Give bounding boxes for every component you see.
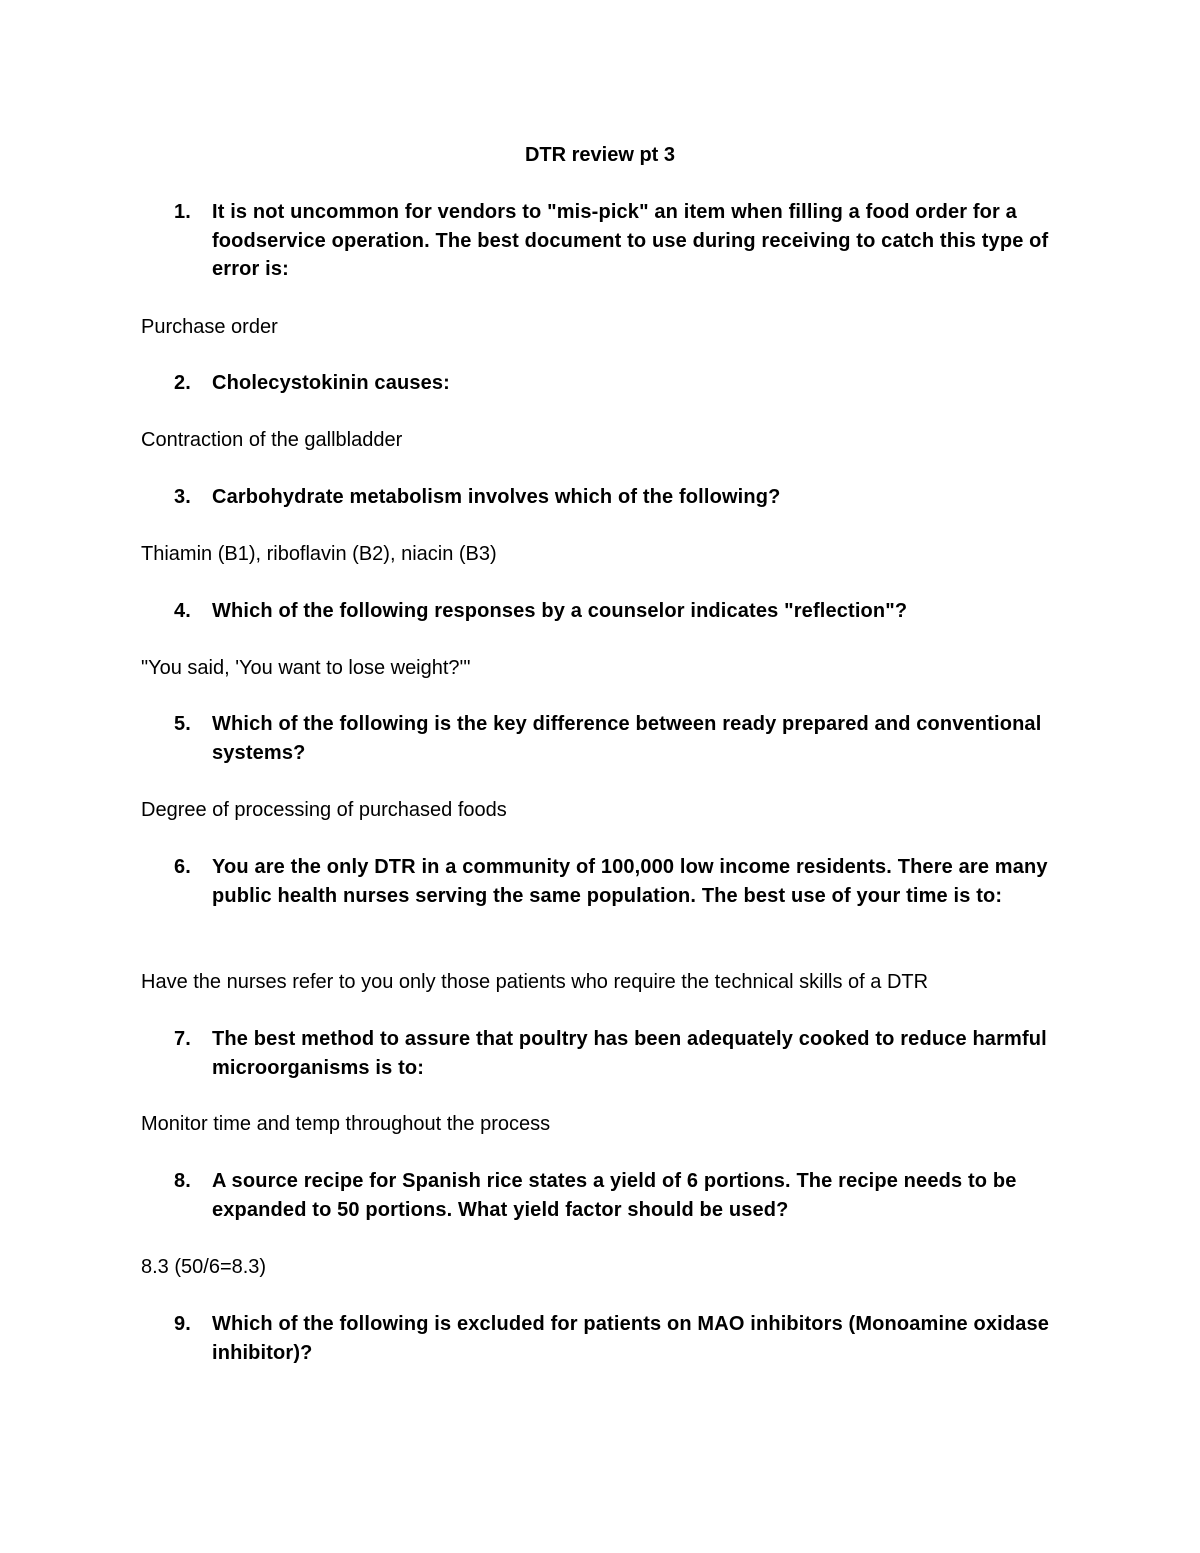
answer-7: Monitor time and temp throughout the process [141, 1113, 551, 1135]
question-number: 3. [174, 486, 191, 508]
question-3 [174, 483, 1074, 512]
question-number: 2. [174, 372, 191, 394]
question-9 [174, 1310, 1074, 1367]
question-1 [174, 198, 1074, 284]
question-7 [174, 1025, 1074, 1082]
answer-4: "You said, 'You want to lose weight?'" [141, 657, 471, 679]
question-text: A source recipe for Spanish rice states a yield of 6 portions. The recipe needs to be expanded to 50 portions. What yield factor should be used? [212, 1170, 1017, 1221]
question-8 [174, 1167, 1074, 1224]
question-text: Cholecystokinin causes: [212, 372, 450, 394]
answer-5: Degree of processing of purchased foods [141, 799, 507, 821]
answer-1: Purchase order [141, 316, 278, 338]
question-number: 6. [174, 856, 191, 878]
answer-3: Thiamin (B1), riboflavin (B2), niacin (B3) [141, 543, 497, 565]
question-text: Which of the following is excluded for patients on MAO inhibitors (Monoamine oxidase inhibitor)? [212, 1313, 1050, 1364]
question-number: 4. [174, 600, 191, 622]
answer-6: Have the nurses refer to you only those patients who require the technical skills of a DTR [141, 971, 929, 993]
question-text: Carbohydrate metabolism involves which of the following? [212, 486, 781, 508]
question-text: The best method to assure that poultry has been adequately cooked to reduce harmful microorganisms is to: [212, 1028, 1047, 1079]
question-4 [174, 597, 1074, 626]
question-text: You are the only DTR in a community of 100,000 low income residents. There are many public health nurses serving the same population. The best use of your time is to: [212, 856, 1048, 907]
question-text: It is not uncommon for vendors to "mis-pick" an item when filling a food order for a foodservice operation. The best document to use during receiving to catch this type of error is: [212, 201, 1049, 280]
question-6 [174, 853, 1074, 910]
question-text: Which of the following responses by a counselor indicates "reflection"? [212, 600, 908, 622]
question-number: 5. [174, 713, 191, 735]
document-title: DTR review pt 3 [524, 144, 676, 166]
answer-2: Contraction of the gallbladder [141, 429, 403, 451]
question-number: 7. [174, 1028, 191, 1050]
question-text: Which of the following is the key difference between ready prepared and conventional systems? [212, 713, 1042, 764]
question-5 [174, 710, 1074, 767]
question-number: 1. [174, 201, 191, 223]
question-number: 8. [174, 1170, 191, 1192]
question-2 [174, 369, 1074, 398]
question-number: 9. [174, 1313, 191, 1335]
answer-8: 8.3 (50/6=8.3) [141, 1256, 267, 1278]
